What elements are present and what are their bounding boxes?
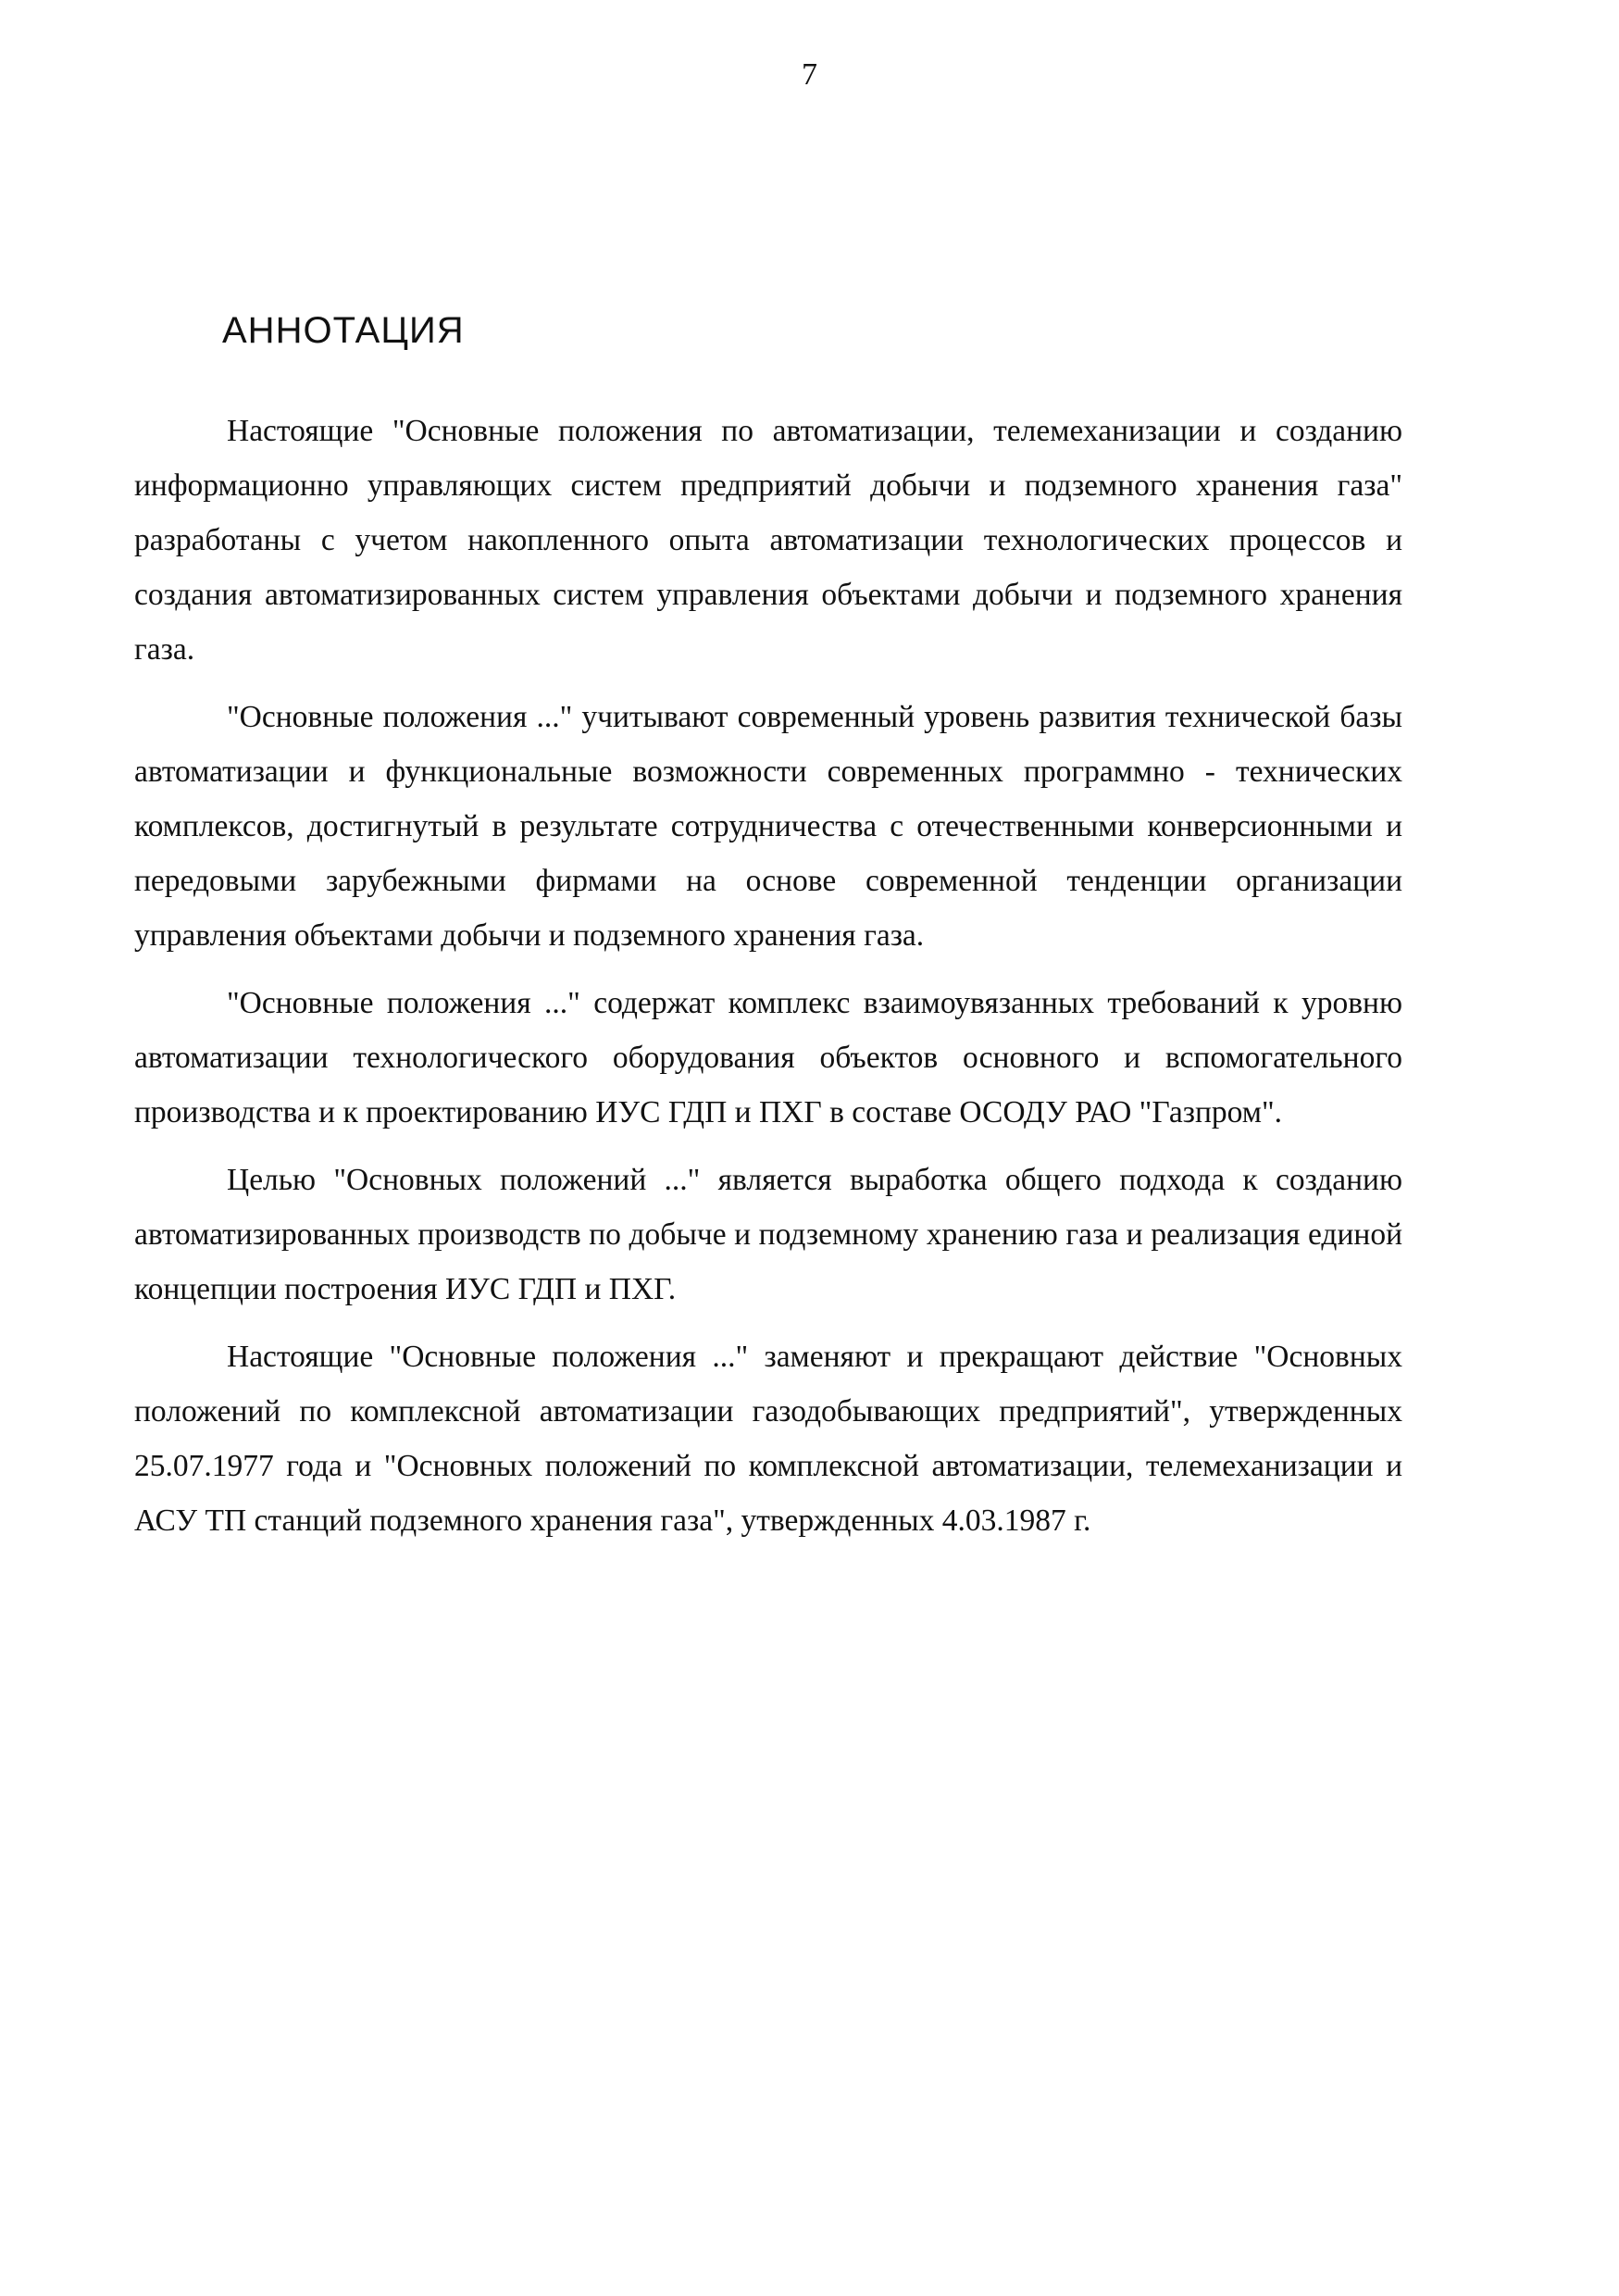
paragraph-1: Настоящие "Основные положения по автоматизации, телемеханизации и созданию информационно управляющих систем предприятий добычи и подземного хранения газа" разработаны с учетом накопленного опыта автоматизации технологических процессов и создания автоматизированных систем управления объектами добычи и подземного хранения газа. [134,414,1402,667]
paragraph-5: Настоящие "Основные положения ..." заменяют и прекращают действие "Основных положений по комплексной автоматизации газодобывающих предприятий", утвержденных 25.07.1977 года и "Основных положений по комплексной автоматизации, телемеханизации и АСУ ТП станций подземного хранения газа", утвержденных 4.03.1987 г. [134,1340,1402,1538]
page-title: АННОТАЦИЯ [222,310,465,351]
paragraph-2: "Основные положения ..." учитывают современный уровень развития технической базы автоматизации и функциональные возможности современных программно - технических комплексов, достигнутый в результате сотрудничества с отечественными конверсионными и передовыми зарубежными фирмами на основе современной тенденции организации управления объектами добычи и подземного хранения газа. [134,700,1402,953]
paragraph-3: "Основные положения ..." содержат комплекс взаимоувязанных требований к уровню автоматизации технологического оборудования объектов основного и вспомогательного производства и к проектированию ИУС ГДП и ПХГ в составе ОСОДУ РАО "Газпром". [134,986,1402,1129]
page-number: 7 [802,57,817,92]
paragraph-4: Целью "Основных положений ..." является выработка общего подхода к созданию автоматизированных производств по добыче и подземному хранению газа и реализация единой концепции построения ИУС ГДП и ПХГ. [134,1163,1402,1306]
annotation-body [134,404,1402,1561]
